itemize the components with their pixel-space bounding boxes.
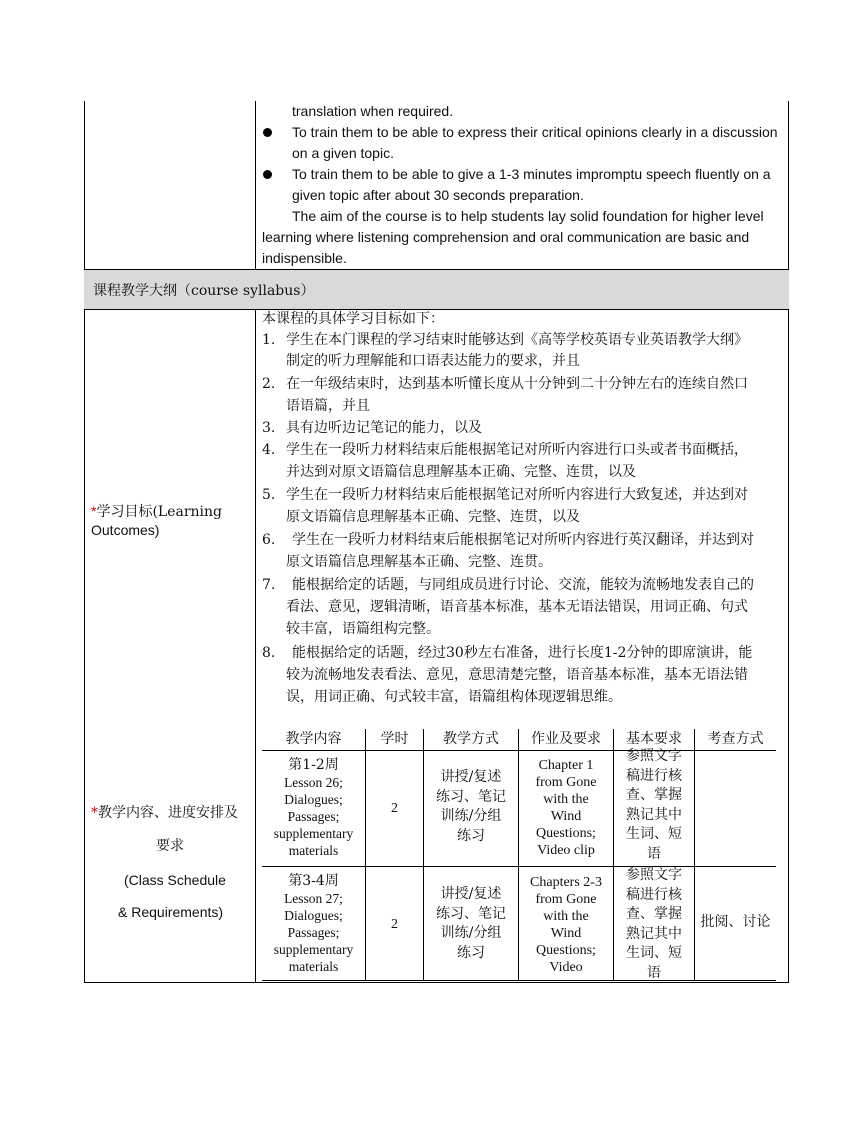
schedule-label-line2: 要求 [156,838,184,854]
content-line: materials [288,959,339,974]
bullet-icon [263,170,272,179]
outcome-text: 学生在一段听力材料结束后能根据笔记对所听内容进行口头或者书面概括， [286,442,748,458]
outcome-number: 7. [262,577,276,593]
outcome-number: 8. [262,645,276,661]
basic-line: 查、掌握 [626,787,682,803]
required-asterisk: * [91,503,97,519]
homework-line: from Gone [535,892,597,907]
schedule-row2-content [262,873,365,975]
content-line: materials [288,843,339,858]
outcome-text: 误，用词正确、句式较丰富，语篇组构体现逻辑思维。 [286,689,622,705]
content-line: Lesson 26; [284,775,343,790]
outcome-number: 6. [262,532,276,548]
method-line: 训练/分组 [440,925,502,941]
outcome-text: 语语篇，并且 [286,398,370,414]
homework-line: with the [543,909,589,924]
basic-line: 生词、短 [626,826,682,842]
homework-line: Video [549,960,583,975]
homework-line: Video clip [537,843,595,858]
outcome-text: 制定的听力理解能和口语表达能力的要求，并且 [286,353,580,369]
outcome-number: 3. [262,420,276,436]
outcome-number: 4. [262,442,276,458]
learning-outcomes-label-line2: Outcomes) [91,522,160,538]
schedule-row2-basic [614,866,694,983]
outcome-text: 能根据给定的话题，与同组成员进行讨论、交流，能较为流畅地发表自己的 [292,577,754,593]
method-line: 练习 [457,827,485,844]
course-aim-line3: indispensible. [262,250,347,266]
outcome-number: 2. [262,376,276,392]
outcome-text: 学生在本门课程的学习结束时能够达到《高等学校英语专业英语教学大纲》 [286,332,748,348]
schedule-label-text: 教学内容、进度安排及 [98,805,238,821]
method-line: 讲授/复述 [440,886,502,902]
schedule-table-bottom-rule [262,980,776,981]
schedule-header-content: 教学内容 [285,731,342,747]
learning-outcomes-intro: 本课程的具体学习目标如下： [262,311,444,327]
table-column-divider [255,310,256,983]
schedule-row2-homework [519,874,613,976]
method-line: 练习、笔记 [436,905,506,922]
objective-discussion-line1: To train them to be able to express their critical opinions clearly in a discussion [292,124,778,140]
syllabus-header-title: 课程教学大纲（course syllabus） [93,283,315,299]
basic-line: 语 [647,964,661,981]
basic-line: 参照文字 [626,867,682,883]
required-asterisk: * [91,805,98,821]
outcome-text: 并达到对原文语篇信息理解基本正确、完整、连贯，以及 [286,464,636,480]
outcome-text: 较为流畅地发表看法、意见，意思清楚完整，语音基本标准，基本无语法错 [286,667,748,683]
schedule-table-divider [365,729,366,981]
method-line: 练习 [457,944,485,961]
outcome-text: 在一年级结束时，达到基本听懂长度从十分钟到二十分钟左右的连续自然口 [286,376,748,392]
content-line: Dialogues; [284,792,343,807]
schedule-table-header-rule [262,750,776,751]
objective-speech-line1: To train them to be able to give a 1-3 minutes impromptu speech fluently on a [292,166,771,182]
schedule-label-line1 [91,802,238,824]
basic-line: 熟记其中 [626,925,682,942]
outcome-text: 原文语篇信息理解基本正确、完整、连贯，以及 [286,509,580,525]
outcome-text: 较丰富，语篇组构完整。 [286,621,440,637]
basic-line: 熟记其中 [626,806,682,823]
method-line: 练习、笔记 [436,788,506,805]
outcome-text: 能根据给定的话题，经过30秒左右准备，进行长度1-2分钟的即席演讲，能 [292,645,753,661]
week-label: 第1-2周 [288,757,339,773]
schedule-label-line3: (Class Schedule [124,872,226,888]
table-right-border [788,101,789,983]
week-label: 第3-4周 [288,873,339,889]
content-line: Dialogues; [284,908,343,923]
homework-line: from Gone [535,775,597,790]
course-aim-line2: learning where listening comprehension and oral communication are basic and [262,229,750,245]
table-column-divider [255,101,256,269]
homework-line: Chapters 2-3 [530,875,602,890]
schedule-row1-content [262,757,365,859]
schedule-header-hours: 学时 [380,731,409,747]
content-line: Passages; [287,809,340,824]
outcome-text: 原文语篇信息理解基本正确、完整、连贯。 [286,554,552,570]
schedule-header-method: 教学方式 [443,731,499,747]
basic-line: 稿进行核 [626,886,682,903]
objective-speech-line2: given topic after about 30 seconds preparation. [292,187,584,203]
homework-line: with the [543,792,589,807]
homework-line: Chapter 1 [538,758,594,773]
schedule-table-divider [694,729,695,981]
learning-outcomes-label-text: 学习目标(Learning [96,504,223,520]
content-line: supplementary [273,826,354,841]
schedule-header-basic: 基本要求 [626,731,682,747]
schedule-row2-method [424,885,518,963]
schedule-row1-basic [614,747,694,864]
basic-line: 稿进行核 [626,767,682,784]
basic-line: 语 [647,845,661,862]
outcome-text: 看法、意见，逻辑清晰，语音基本标准，基本无语法错误，用词正确、句式 [286,599,748,615]
schedule-row1-hours: 2 [391,801,398,816]
table-left-border [84,101,85,983]
basic-line: 参照文字 [626,748,682,764]
schedule-row2-assessment: 批阅、讨论 [700,914,771,930]
content-line: Passages; [287,925,340,940]
homework-line: Questions; [536,943,596,958]
course-aim-line1: The aim of the course is to help students lay solid foundation for higher level [292,208,764,224]
method-line: 训练/分组 [440,808,502,824]
schedule-row2-hours: 2 [391,917,398,932]
schedule-header-homework: 作业及要求 [531,731,601,747]
homework-line: Wind [550,809,582,824]
outcome-number: 5. [262,487,276,503]
outcome-text: 学生在一段听力材料结束后能根据笔记对所听内容进行大致复述，并达到对 [286,487,748,503]
schedule-row1-method [424,768,518,846]
objective-discussion-line2: on a given topic. [292,145,394,161]
basic-line: 生词、短 [626,945,682,961]
outcome-text: 具有边听边记笔记的能力，以及 [286,420,482,436]
content-line: supplementary [273,942,354,957]
basic-line: 查、掌握 [626,906,682,922]
outcome-number: 1. [262,332,276,348]
objective-continuation: translation when required. [292,103,454,119]
schedule-label-line4: & Requirements) [118,904,224,920]
method-line: 讲授/复述 [440,769,502,785]
schedule-row1-homework [519,757,613,859]
bullet-icon [263,128,272,137]
schedule-header-assessment: 考查方式 [707,731,764,747]
homework-line: Questions; [536,826,596,841]
schedule-table-row-rule [262,866,776,867]
homework-line: Wind [550,926,582,941]
content-line: Lesson 27; [284,891,343,906]
outcome-text: 学生在一段听力材料结束后能根据笔记对所听内容进行英汉翻译，并达到对 [292,532,754,548]
